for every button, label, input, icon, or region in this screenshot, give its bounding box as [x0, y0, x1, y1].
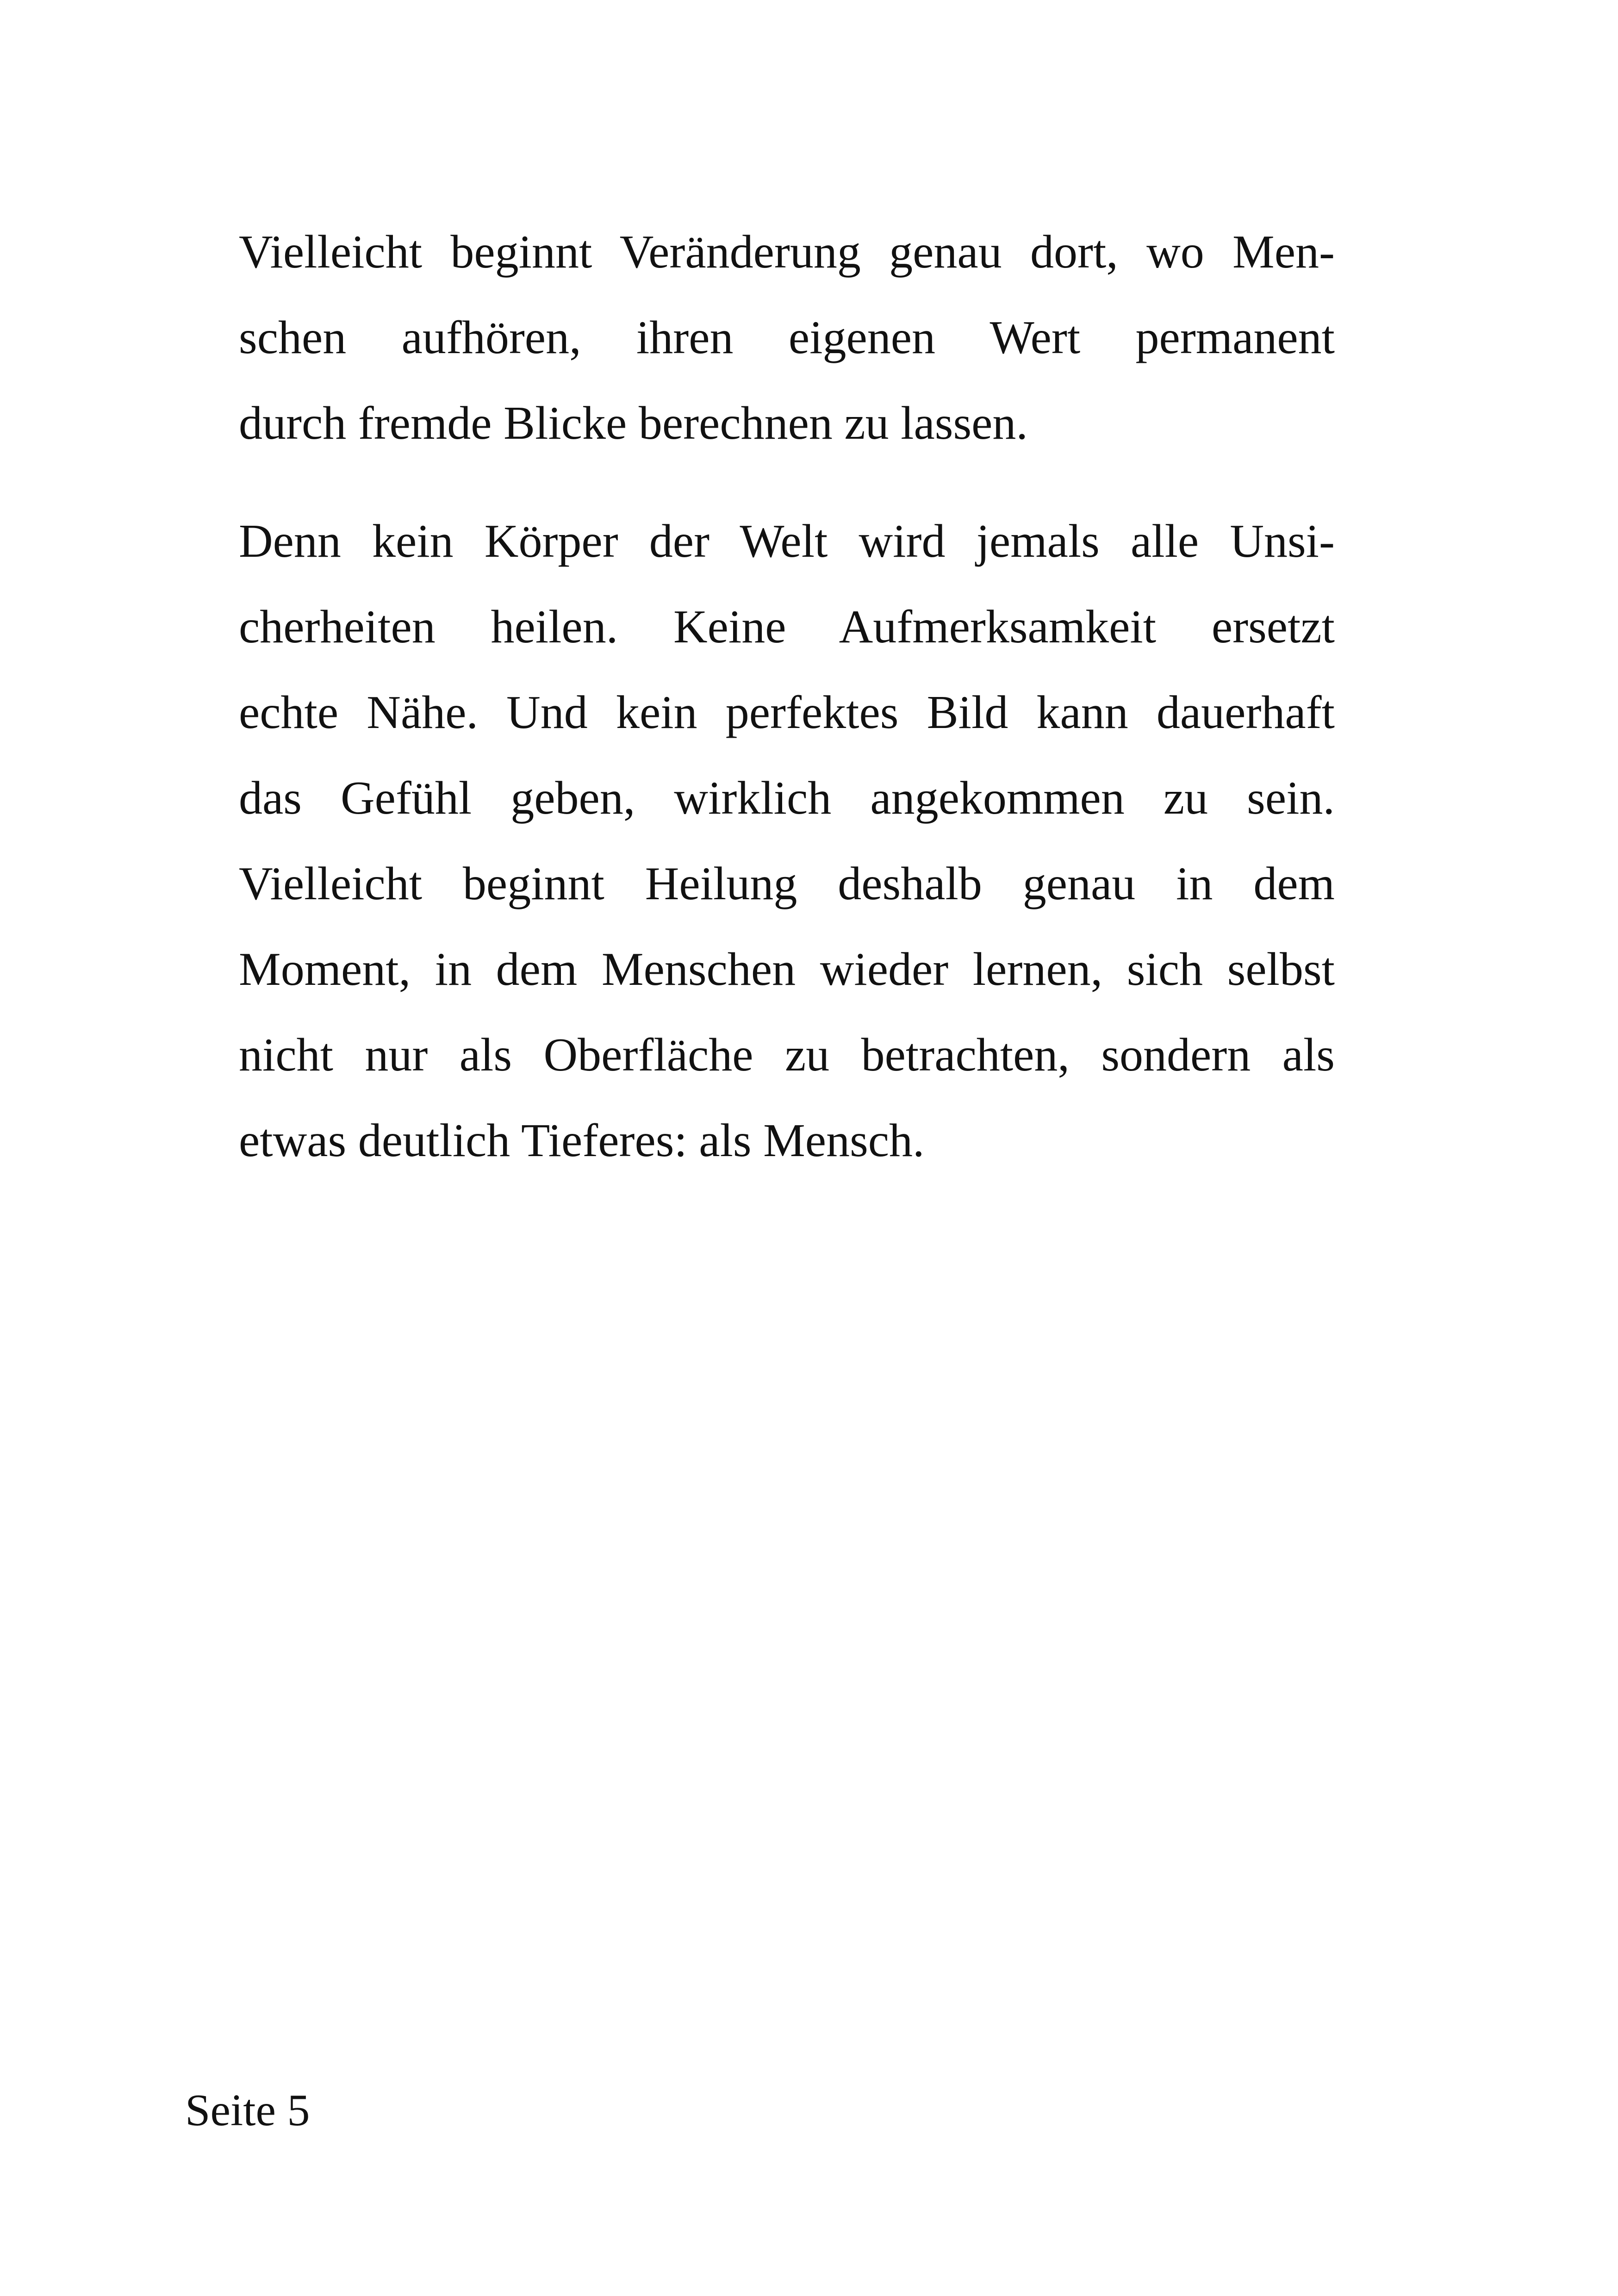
- text-line: Moment, in dem Menschen wieder lernen, sich selbst: [239, 943, 1335, 996]
- text-line: echte Nähe. Und kein perfektes Bild kann dauerhaft: [239, 686, 1335, 739]
- text-line: Denn kein Körper der Welt wird jemals alle Unsi-: [239, 515, 1335, 567]
- text-line: nicht nur als Oberfläche zu betrachten, sondern als: [239, 1029, 1335, 1081]
- paragraph-1: [239, 209, 1335, 466]
- body-text: [239, 209, 1335, 1183]
- text-line: schen aufhören, ihren eigenen Wert permanent: [239, 311, 1335, 364]
- page-number: Seite 5: [185, 2085, 310, 2135]
- text-line: etwas deutlich Tieferes: als Mensch.: [239, 1114, 925, 1167]
- text-line: Vielleicht beginnt Veränderung genau dort, wo Men-: [239, 226, 1335, 278]
- text-line: das Gefühl geben, wirklich angekommen zu sein.: [239, 772, 1335, 824]
- text-line: durch fremde Blicke berechnen zu lassen.: [239, 397, 1028, 449]
- paragraph-2: [239, 498, 1335, 1183]
- text-line: cherheiten heilen. Keine Aufmerksamkeit ersetzt: [239, 601, 1335, 653]
- text-line: Vielleicht beginnt Heilung deshalb genau in dem: [239, 858, 1335, 910]
